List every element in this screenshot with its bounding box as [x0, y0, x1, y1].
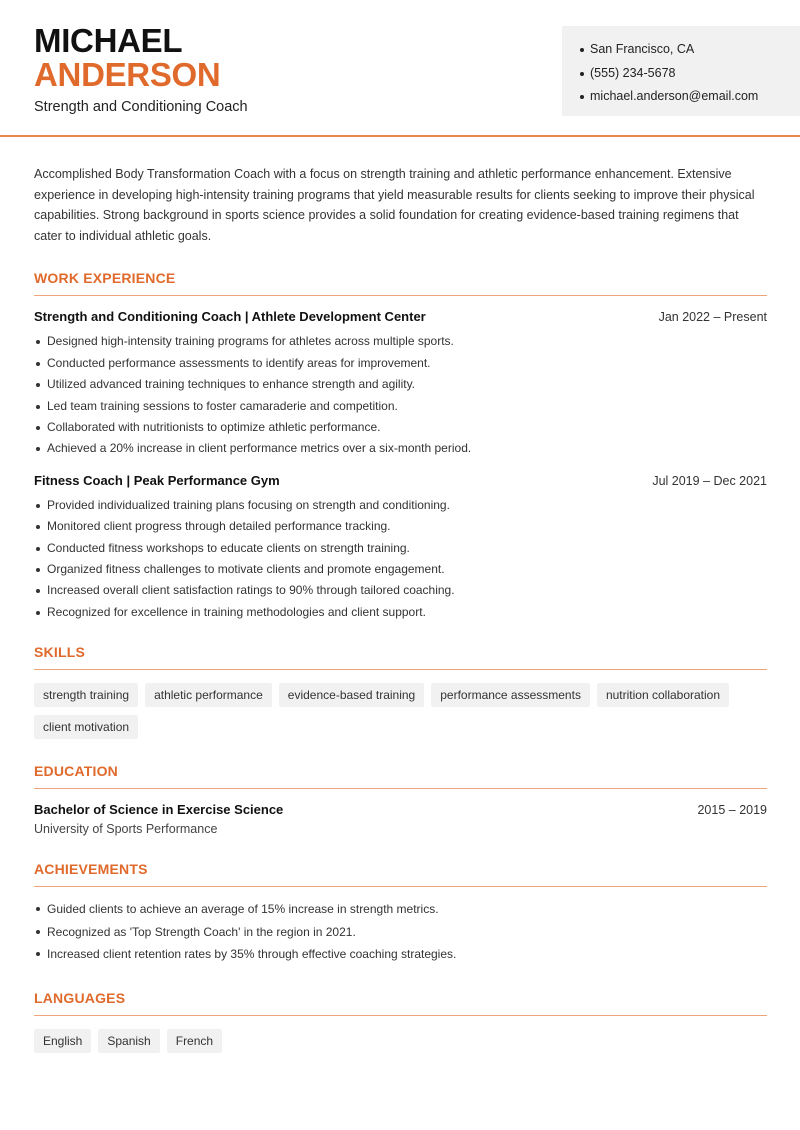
achievement-item: Increased client retention rates by 35% through effective coaching strategies. [34, 943, 767, 966]
education-date: 2015 – 2019 [697, 803, 767, 818]
education-section [34, 763, 767, 836]
bullet-item: Conducted fitness workshops to educate clients on strength training. [34, 538, 767, 559]
section-title-work: WORK EXPERIENCE [34, 270, 767, 296]
first-name: MICHAEL [34, 22, 183, 59]
degree-title: Bachelor of Science in Exercise Science [34, 802, 284, 818]
bullet-item: Achieved a 20% increase in client performance metrics over a six-month period. [34, 438, 767, 459]
bullet-item: Increased overall client satisfaction ratings to 90% through tailored coaching. [34, 580, 767, 601]
skill-tag: client motivation [34, 715, 138, 739]
section-title-education: EDUCATION [34, 763, 767, 789]
bullet-item: Designed high-intensity training programs for athletes across multiple sports. [34, 331, 767, 352]
bullet-item: Conducted performance assessments to identify areas for improvement. [34, 353, 767, 374]
full-name [34, 24, 220, 92]
bullet-item: Organized fitness challenges to motivate clients and promote engagement. [34, 559, 767, 580]
job-title: Fitness Coach | Peak Performance Gym [34, 472, 280, 488]
school-name: University of Sports Performance [34, 822, 218, 837]
resume-body [34, 164, 767, 1053]
skill-tag: nutrition collaboration [597, 683, 729, 707]
last-name: ANDERSON [34, 56, 221, 93]
education-entry [34, 802, 767, 836]
bullet-item: Led team training sessions to foster camaraderie and competition. [34, 396, 767, 417]
language-tag: Spanish [98, 1029, 159, 1053]
section-title-achievements: ACHIEVEMENTS [34, 861, 767, 887]
section-title-skills: SKILLS [34, 644, 767, 670]
skill-tag: evidence-based training [279, 683, 424, 707]
achievements-section [34, 861, 767, 966]
contact-box [562, 26, 800, 116]
job-date: Jul 2019 – Dec 2021 [652, 473, 767, 488]
bullet-item: Collaborated with nutritionists to optimize athletic performance. [34, 417, 767, 438]
summary-paragraph: Accomplished Body Transformation Coach with a focus on strength training and athletic performance enhancement. Extensive experience in developing high-intensity training programs that yield measurable results for clients seeking to improve their physical capabilities. Strong background in sports science provides a solid foundation for creating evidence-based training regimens that cater to individual athletic goals. [34, 167, 755, 243]
job-role: Strength and Conditioning Coach [34, 99, 248, 115]
contact-email: michael.anderson@email.com [580, 85, 800, 109]
skills-section [34, 644, 767, 739]
bullet-item: Monitored client progress through detailed performance tracking. [34, 516, 767, 537]
languages-section [34, 990, 767, 1053]
language-tag: English [34, 1029, 91, 1053]
section-title-languages: LANGUAGES [34, 990, 767, 1016]
resume-header [0, 0, 800, 137]
achievement-item: Recognized as 'Top Strength Coach' in the region in 2021. [34, 921, 767, 944]
bullet-item: Utilized advanced training techniques to enhance strength and agility. [34, 374, 767, 395]
skills-tags [34, 683, 767, 739]
language-tags [34, 1029, 767, 1053]
achievement-bullets [34, 898, 767, 966]
skill-tag: strength training [34, 683, 138, 707]
job-entry [34, 309, 767, 459]
job-entry [34, 473, 767, 623]
skill-tag: athletic performance [145, 683, 272, 707]
achievement-item: Guided clients to achieve an average of 15% increase in strength metrics. [34, 898, 767, 921]
job-bullets [34, 495, 767, 623]
job-bullets [34, 331, 767, 459]
job-title: Strength and Conditioning Coach | Athlete Development Center [34, 309, 426, 325]
skill-tag: performance assessments [431, 683, 590, 707]
bullet-item: Provided individualized training plans focusing on strength and conditioning. [34, 495, 767, 516]
contact-phone: (555) 234-5678 [580, 62, 800, 86]
bullet-item: Recognized for excellence in training methodologies and client support. [34, 602, 767, 623]
contact-location: San Francisco, CA [580, 38, 800, 62]
job-date: Jan 2022 – Present [658, 310, 767, 325]
language-tag: French [167, 1029, 222, 1053]
work-experience-section [34, 270, 767, 623]
